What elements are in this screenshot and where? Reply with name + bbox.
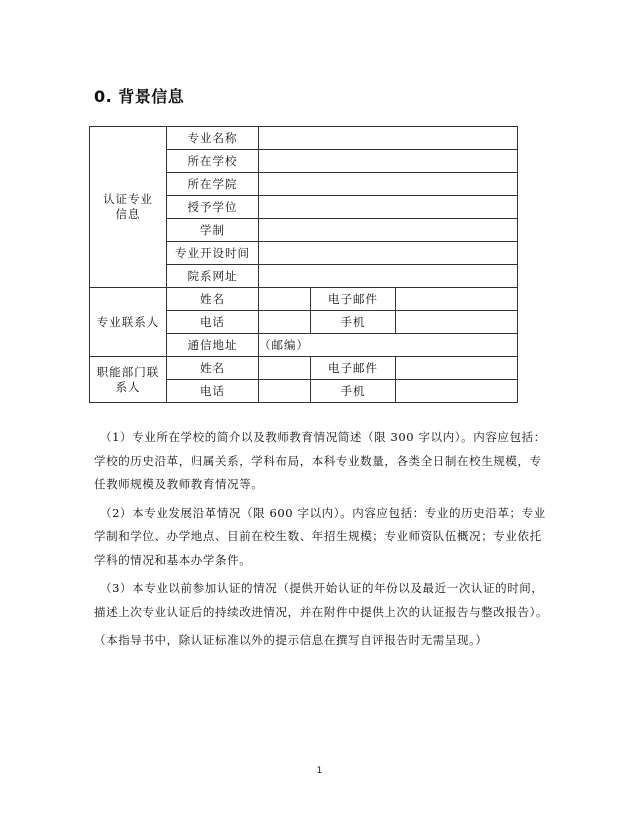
paragraph-prior-accreditation: （3）本专业以前参加认证的情况（提供开始认证的年份以及最近一次认证的时间，描述上次专业认证后的持续改进情况，并在附件中提供上次的认证报告与整改报告）。 [94, 581, 549, 619]
background-info-table [89, 126, 518, 403]
label-contact-address: 通信地址 [167, 334, 259, 357]
value-dept-mobile[interactable] [396, 380, 518, 403]
value-contact-address[interactable]: （邮编） [259, 334, 518, 357]
label-contact-phone: 电话 [167, 311, 259, 334]
value-contact-phone[interactable] [259, 311, 311, 334]
value-major-name[interactable] [259, 127, 518, 150]
label-contact-name: 姓名 [167, 288, 259, 311]
label-start-time: 专业开设时间 [167, 242, 259, 265]
major-group-label: 认证专业信息 [90, 127, 167, 288]
value-contact-email[interactable] [396, 288, 518, 311]
label-degree: 授予学位 [167, 196, 259, 219]
label-dept-mobile: 手机 [311, 380, 396, 403]
value-contact-name[interactable] [259, 288, 311, 311]
page-number: 1 [316, 766, 323, 776]
label-duration: 学制 [167, 219, 259, 242]
label-major-name: 专业名称 [167, 127, 259, 150]
value-school[interactable] [259, 150, 518, 173]
dept-group-label: 职能部门联系人 [90, 357, 167, 403]
value-degree[interactable] [259, 196, 518, 219]
value-dept-phone[interactable] [259, 380, 311, 403]
paragraph-note: （本指导书中，除认证标准以外的提示信息在撰写自评报告时无需呈现。） [94, 633, 488, 647]
section-title: 0. 背景信息 [94, 87, 185, 106]
value-dept-email[interactable] [396, 357, 518, 380]
label-dept-phone: 电话 [167, 380, 259, 403]
label-school: 所在学校 [167, 150, 259, 173]
value-dept-name[interactable] [259, 357, 311, 380]
label-website: 院系网址 [167, 265, 259, 288]
value-contact-mobile[interactable] [396, 311, 518, 334]
value-start-time[interactable] [259, 242, 518, 265]
label-contact-email: 电子邮件 [311, 288, 396, 311]
value-website[interactable] [259, 265, 518, 288]
value-duration[interactable] [259, 219, 518, 242]
label-dept-name: 姓名 [167, 357, 259, 380]
paragraph-major-history: （2）本专业发展沿革情况（限 600 字以内）。内容应包括：专业的历史沿革；专业学制和学位、办学地点、目前在校生数、年招生规模；专业师资队伍概况；专业依托学科的情况和基本办学条件。 [94, 505, 546, 567]
value-college[interactable] [259, 173, 518, 196]
instructions [94, 426, 550, 653]
label-contact-mobile: 手机 [311, 311, 396, 334]
label-dept-email: 电子邮件 [311, 357, 396, 380]
contact-group-label: 专业联系人 [90, 288, 167, 357]
label-college: 所在学院 [167, 173, 259, 196]
paragraph-school-intro: （1）专业所在学校的简介以及教师教育情况简述（限 300 字以内）。内容应包括：学校的历史沿革，归属关系，学科布局，本科专业数量，各类全日制在校生规模，专任教师规模及教师教育情况等。 [94, 430, 546, 491]
